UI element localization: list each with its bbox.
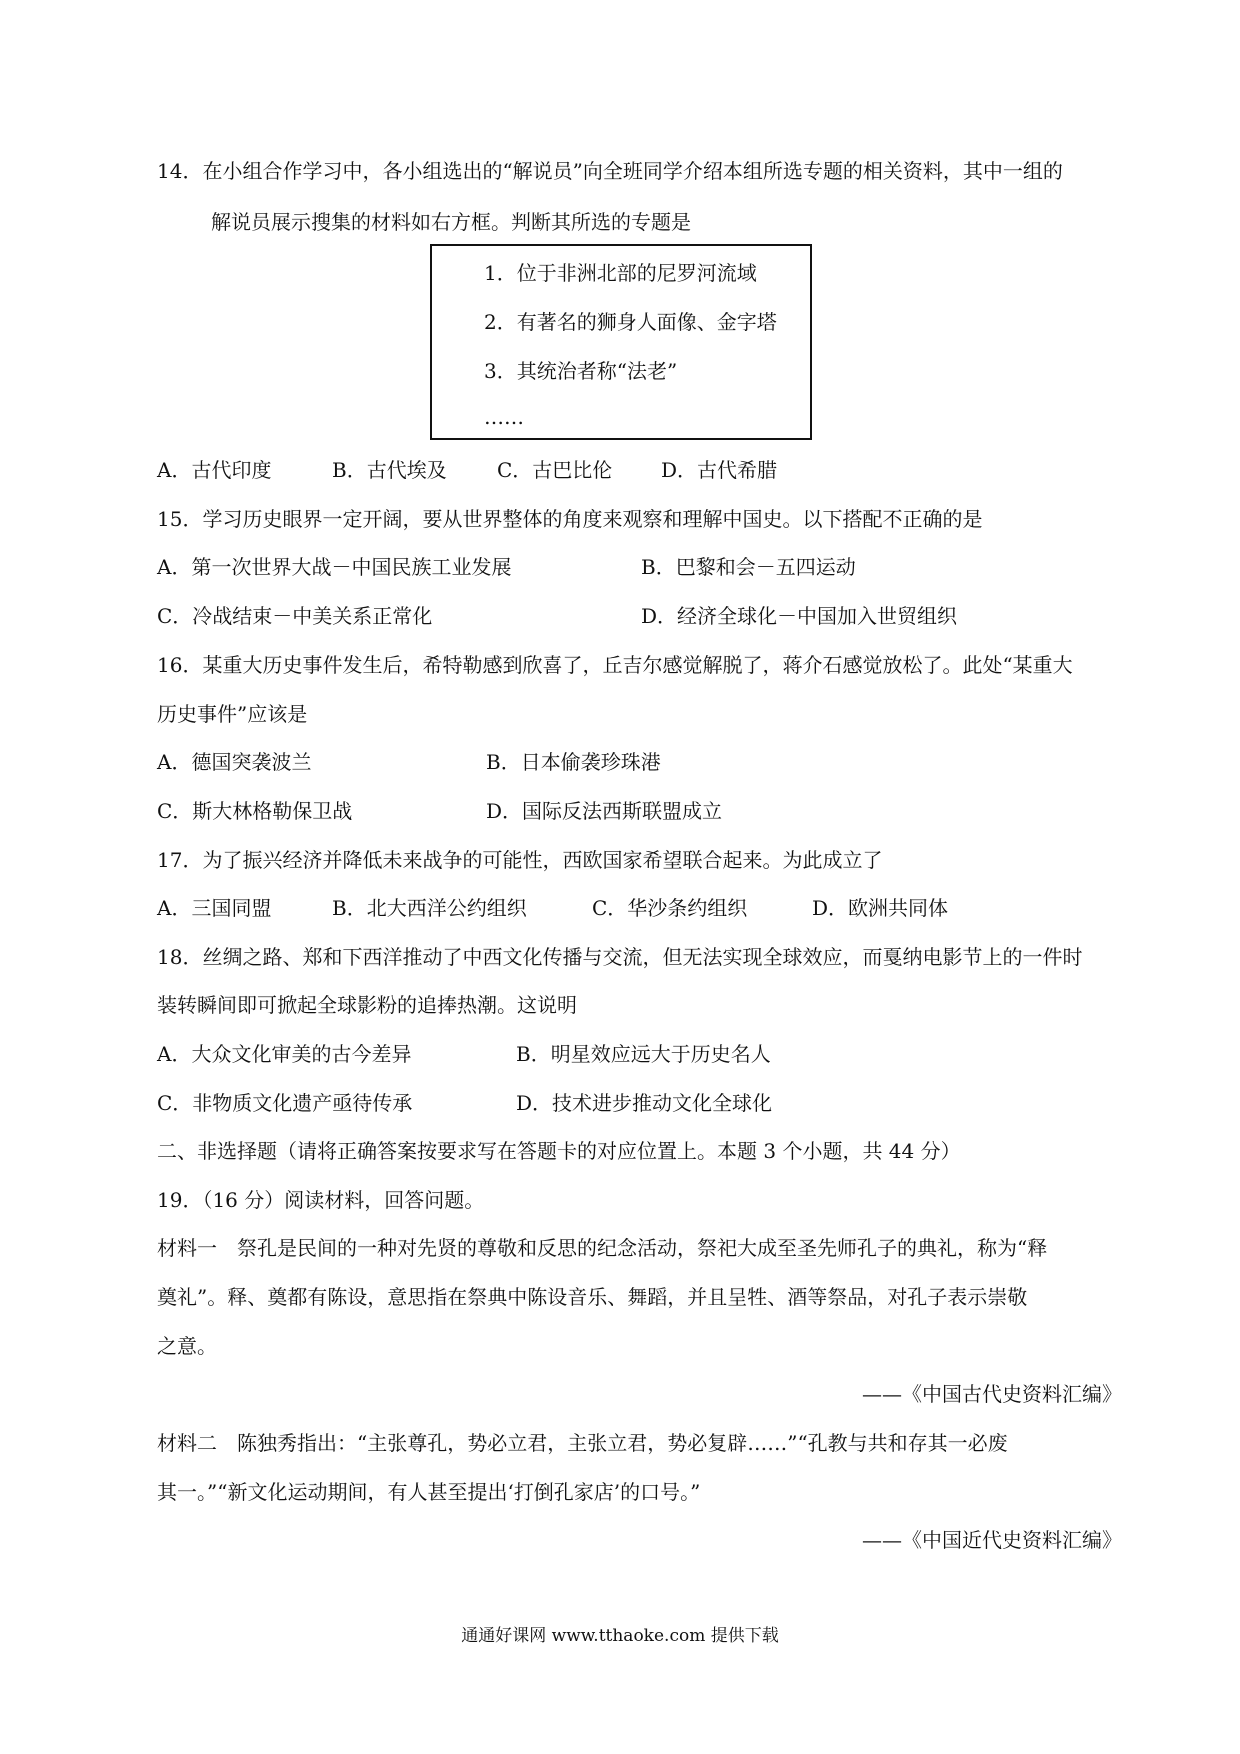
q18-option-d: D．技术进步推动文化全球化 — [516, 1091, 773, 1115]
q19-material1-source: ——《中国古代史资料汇编》 — [862, 1382, 1122, 1406]
q19-material1-line1: 材料一 祭孔是民间的一种对先贤的尊敬和反思的纪念活动，祭祀大成至圣先师孔子的典礼，称为“释 — [157, 1236, 1048, 1260]
q14-option-b: B．古代埃及 — [332, 458, 447, 482]
q15-option-a: A．第一次世界大战－中国民族工业发展 — [157, 555, 512, 579]
q16-stem-line1: 16．某重大历史事件发生后，希特勒感到欣喜了，丘吉尔感觉解脱了，蒋介石感觉放松了。此处“某重大 — [157, 653, 1073, 677]
q19-material2-line2: 其一。”“新文化运动期间，有人甚至提出‘打倒孔家店’的口号。” — [157, 1480, 701, 1504]
q16-option-c: C．斯大林格勒保卫战 — [157, 799, 353, 823]
q15-option-b: B．巴黎和会－五四运动 — [641, 555, 856, 579]
page-footer: 通通好课网 www.tthaoke.com 提供下载 — [461, 1626, 779, 1646]
q15-option-c: C．冷战结束－中美关系正常化 — [157, 604, 433, 628]
q16-stem-line2: 历史事件”应该是 — [157, 702, 308, 726]
q16-option-d: D．国际反法西斯联盟成立 — [486, 799, 723, 823]
q19-material1-line3: 之意。 — [157, 1334, 217, 1358]
q16-option-a: A．德国突袭波兰 — [157, 750, 312, 774]
q17-option-b: B．北大西洋公约组织 — [332, 896, 527, 920]
q18-stem-line2: 装转瞬间即可掀起全球影粉的追捧热潮。这说明 — [157, 993, 577, 1017]
q17-option-d: D．欧洲共同体 — [812, 896, 949, 920]
q17-stem: 17．为了振兴经济并降低未来战争的可能性，西欧国家希望联合起来。为此成立了 — [157, 848, 883, 872]
q14-stem-line2: 解说员展示搜集的材料如右方框。判断其所选的专题是 — [211, 210, 691, 234]
q14-box-item: …… — [484, 405, 524, 429]
q15-option-d: D．经济全球化－中国加入世贸组织 — [641, 604, 958, 628]
q18-option-b: B．明星效应远大于历史名人 — [516, 1042, 771, 1066]
q14-option-a: A．古代印度 — [157, 458, 272, 482]
q17-option-c: C．华沙条约组织 — [592, 896, 748, 920]
q19-material2-line1: 材料二 陈独秀指出：“主张尊孔，势必立君，主张立君，势必复辟……”“孔教与共和存其一必废 — [157, 1431, 1008, 1455]
q18-stem-line1: 18．丝绸之路、郑和下西洋推动了中西文化传播与交流，但无法实现全球效应，而戛纳电影节上的一件时 — [157, 945, 1083, 969]
q14-option-c: C．古巴比伦 — [497, 458, 613, 482]
q15-stem: 15．学习历史眼界一定开阔，要从世界整体的角度来观察和理解中国史。以下搭配不正确的是 — [157, 507, 983, 531]
q17-option-a: A．三国同盟 — [157, 896, 272, 920]
q14-stem-line1: 14．在小组合作学习中，各小组选出的“解说员”向全班同学介绍本组所选专题的相关资料，其中一组的 — [157, 159, 1063, 183]
q19-material1-line2: 奠礼”。释、奠都有陈设，意思指在祭典中陈设音乐、舞蹈，并且呈牲、酒等祭品，对孔子表示崇敬 — [157, 1285, 1028, 1309]
q16-option-b: B．日本偷袭珍珠港 — [486, 750, 661, 774]
section-two-heading: 二、非选择题（请将正确答案按要求写在答题卡的对应位置上。本题 3 个小题，共 44 分） — [157, 1139, 961, 1163]
q14-option-d: D．古代希腊 — [661, 458, 778, 482]
q18-option-a: A．大众文化审美的古今差异 — [157, 1042, 412, 1066]
q19-material2-source: ——《中国近代史资料汇编》 — [862, 1528, 1122, 1552]
q18-option-c: C．非物质文化遗产亟待传承 — [157, 1091, 413, 1115]
q14-material-box — [430, 244, 812, 440]
q14-box-item: 1．位于非洲北部的尼罗河流域 — [484, 261, 757, 285]
q14-box-item: 3．其统治者称“法老” — [484, 359, 678, 383]
q19-stem: 19．（16 分）阅读材料，回答问题。 — [157, 1188, 485, 1212]
q14-box-item: 2．有著名的狮身人面像、金字塔 — [484, 310, 777, 334]
